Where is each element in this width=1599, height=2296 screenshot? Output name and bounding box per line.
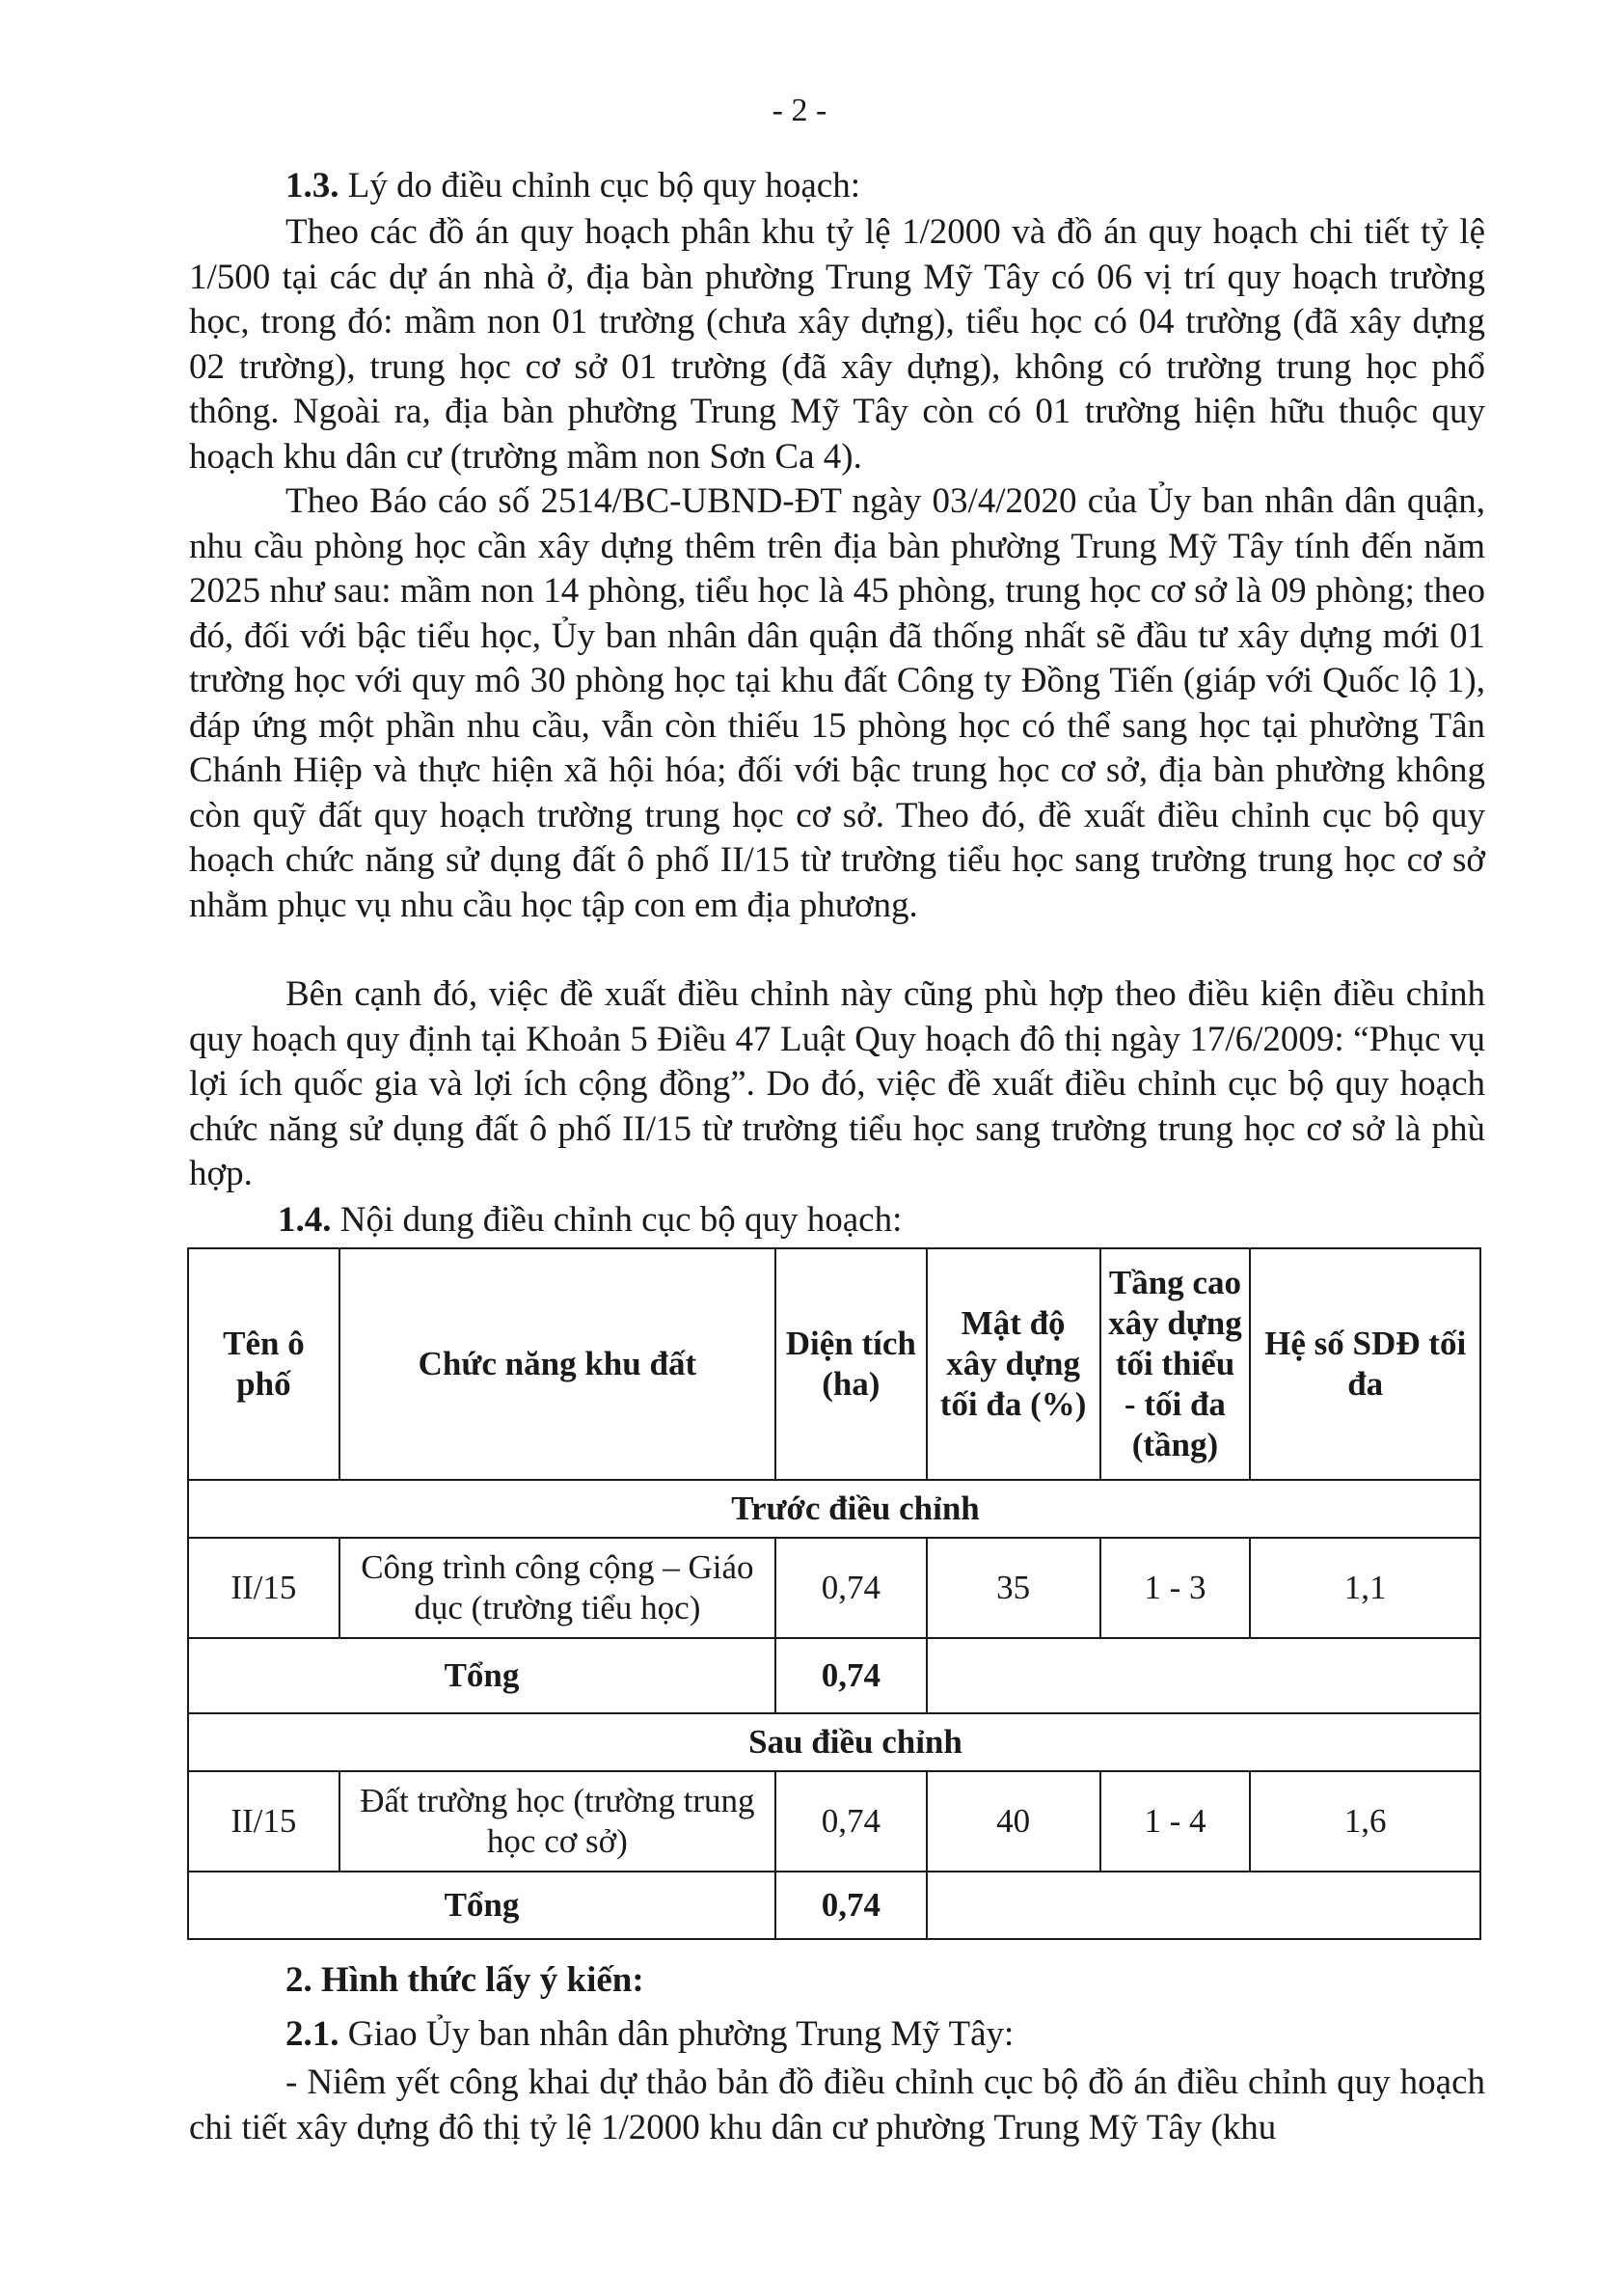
section-1-4-number: 1.4. [278, 1200, 332, 1240]
adjustment-table [187, 1247, 1481, 1940]
after-total-row [188, 1872, 1480, 1939]
header-density: Mật độ xây dựng tối đa (%) [927, 1248, 1100, 1480]
after-section-spacer [188, 1713, 231, 1771]
before-total-empty [927, 1638, 1480, 1713]
section-2-title: 2. Hình thức lấy ý kiến: [285, 1960, 644, 2000]
paragraph-1-3-legal-basis: Bên cạnh đó, việc đề xuất điều chỉnh này cũng phù hợp theo điều kiện điều chỉnh quy hoạch quy định tại Khoản 5 Điều 47 Luật Quy hoạch đô thị ngày 17/6/2009: “Phục vụ lợi ích quốc gia và lợi ích cộng đồng”. Do đó, việc đề xuất điều chỉnh cục bộ quy hoạch chức năng sử dụng đất ô phố II/15 từ trường tiểu học sang trường trung học cơ sở là phù hợp. [189, 974, 1485, 1193]
before-section-row [188, 1480, 1480, 1538]
section-1-3-number: 1.3. [285, 166, 339, 205]
page-number: - 2 - [772, 93, 827, 128]
after-density: 40 [927, 1771, 1100, 1872]
header-function: Chức năng khu đất [339, 1248, 775, 1480]
after-function: Đất trường học (trường trung học cơ sở) [339, 1771, 775, 1872]
before-far: 1,1 [1250, 1538, 1480, 1638]
section-1-3-title: Lý do điều chỉnh cục bộ quy hoạch: [339, 166, 860, 205]
after-floors: 1 - 4 [1100, 1771, 1251, 1872]
section-1-3-heading [285, 164, 860, 208]
header-area: Diện tích (ha) [775, 1248, 927, 1480]
paragraph-2-1-posting: - Niêm yết công khai dự thảo bản đồ điều chỉnh cục bộ đồ án điều chỉnh quy hoạch chi tiết xây dựng đô thị tỷ lệ 1/2000 khu dân cư phường Trung Mỹ Tây (khu [189, 2063, 1485, 2147]
after-section-label: Sau điều chỉnh [231, 1713, 1480, 1771]
section-2-heading [285, 1958, 644, 2003]
section-1-4-title: Nội dung điều chỉnh cục bộ quy hoạch: [331, 1200, 903, 1240]
before-section-spacer [188, 1480, 231, 1538]
after-section-row [188, 1713, 1480, 1771]
before-lot: II/15 [188, 1538, 339, 1638]
section-1-4-heading [278, 1198, 902, 1243]
after-far: 1,6 [1250, 1771, 1480, 1872]
before-function: Công trình công cộng – Giáo dục (trường tiểu học) [339, 1538, 775, 1638]
before-section-label: Trước điều chỉnh [231, 1480, 1480, 1538]
table-header-row [188, 1248, 1480, 1480]
paragraph-1-3-school-plan: Theo các đồ án quy hoạch phân khu tỷ lệ 1/2000 và đồ án quy hoạch chi tiết tỷ lệ 1/500 tại các dự án nhà ở, địa bàn phường Trung Mỹ Tây có 06 vị trí quy hoạch trường học, trong đó: mầm non 01 trường (chưa xây dựng), tiểu học có 04 trường (đã xây dựng 02 trường), trung học cơ sở 01 trường (đã xây dựng), không có trường trung học phổ thông. Ngoài ra, địa bàn phường Trung Mỹ Tây còn có 01 trường hiện hữu thuộc quy hoạch khu dân cư (trường mầm non Sơn Ca 4). [189, 212, 1485, 477]
header-lot: Tên ô phố [188, 1248, 339, 1480]
after-total-area: 0,74 [775, 1872, 927, 1939]
before-total-row [188, 1638, 1480, 1713]
paragraph-1-3-report: Theo Báo cáo số 2514/BC-UBND-ĐT ngày 03/4/2020 của Ủy ban nhân dân quận, nhu cầu phòng học cần xây dựng thêm trên địa bàn phường Trung Mỹ Tây tính đến năm 2025 như sau: mầm non 14 phòng, tiểu học là 45 phòng, trung học cơ sở là 09 phòng; theo đó, đối với bậc tiểu học, Ủy ban nhân dân quận đã thống nhất sẽ đầu tư xây dựng mới 01 trường học với quy mô 30 phòng học tại khu đất Công ty Đồng Tiến (giáp với Quốc lộ 1), đáp ứng một phần nhu cầu, vẫn còn thiếu 15 phòng học có thể sang học tại phường Tân Chánh Hiệp và thực hiện xã hội hóa; đối với bậc trung học cơ sở, địa bàn phường không còn quỹ đất quy hoạch trường trung học cơ sở. Theo đó, đề xuất điều chỉnh cục bộ quy hoạch chức năng sử dụng đất ô phố II/15 từ trường tiểu học sang trường trung học cơ sở nhằm phục vụ nhu cầu học tập con em địa phương. [189, 481, 1485, 925]
before-total-area: 0,74 [775, 1638, 927, 1713]
section-2-1-title: Giao Ủy ban nhân dân phường Trung Mỹ Tây: [339, 2014, 1015, 2054]
before-density: 35 [927, 1538, 1100, 1638]
section-2-1-heading [285, 2012, 1014, 2057]
section-2-1-number: 2.1. [285, 2014, 339, 2054]
table-row [188, 1771, 1480, 1872]
after-total-empty [927, 1872, 1480, 1939]
before-floors: 1 - 3 [1100, 1538, 1251, 1638]
after-total-label: Tổng [188, 1872, 775, 1939]
header-floors: Tầng cao xây dựng tối thiểu - tối đa (tầng) [1100, 1248, 1251, 1480]
after-area: 0,74 [775, 1771, 927, 1872]
before-total-label: Tổng [188, 1638, 775, 1713]
table-row [188, 1538, 1480, 1638]
before-area: 0,74 [775, 1538, 927, 1638]
after-lot: II/15 [188, 1771, 339, 1872]
header-far: Hệ số SDĐ tối đa [1250, 1248, 1480, 1480]
